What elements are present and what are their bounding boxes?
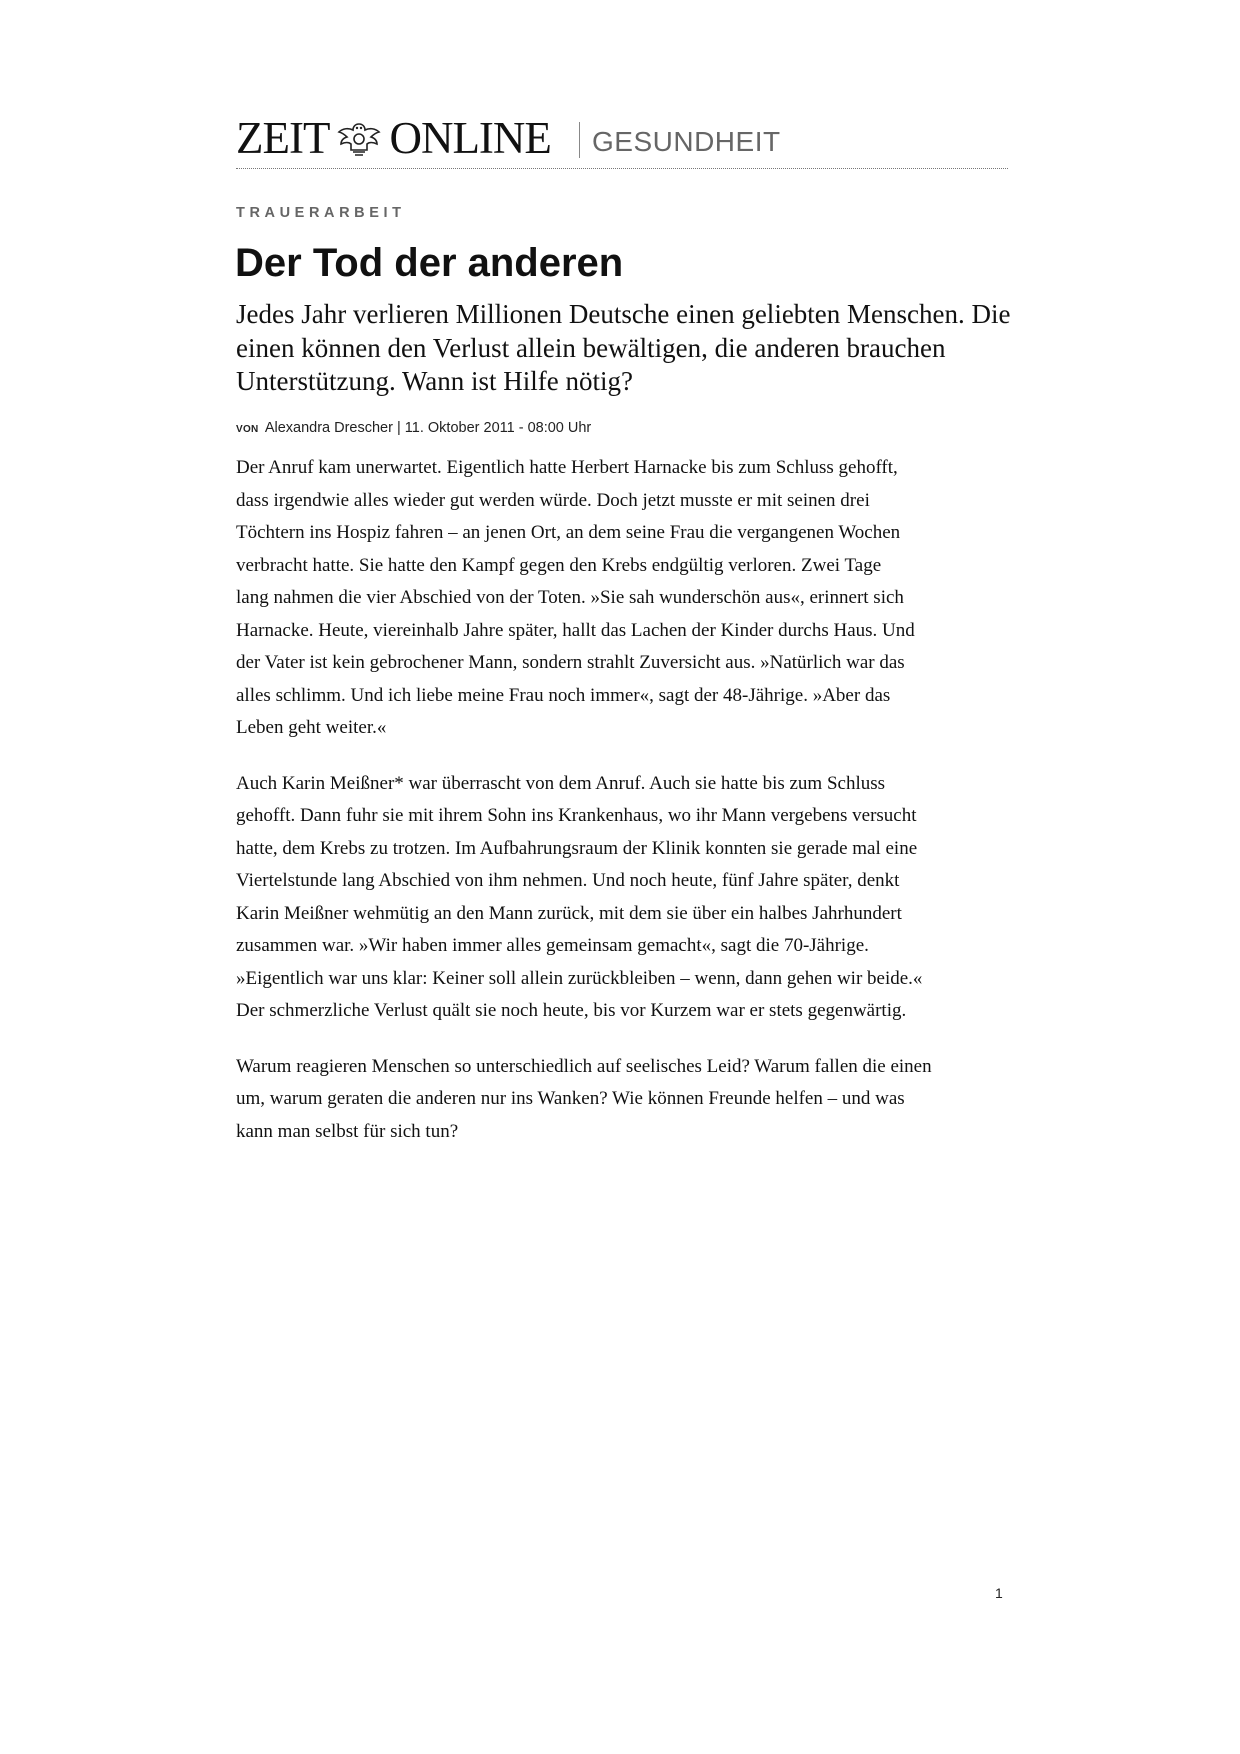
text-line: Warum reagieren Menschen so unterschiedlich auf seelisches Leid? Warum fallen die einen	[236, 1055, 932, 1077]
masthead	[236, 112, 1008, 169]
text-line: kann man selbst für sich tun?	[236, 1120, 459, 1142]
text-line: Viertelstunde lang Abschied von ihm nehmen. Und noch heute, fünf Jahre später, denkt	[236, 870, 900, 891]
text-line: Auch Karin Meißner* war überrascht von dem Anruf. Auch sie hatte bis zum Schluss	[236, 772, 886, 794]
text-line: um, warum geraten die anderen nur ins Wanken? Wie können Freunde helfen – und was	[236, 1088, 905, 1109]
article-byline	[236, 420, 591, 436]
article-lead: Jedes Jahr verlieren Millionen Deutsche einen geliebten Menschen. Die einen können den Verlust allein bewältigen, die anderen brauchen Unterstützung. Wann ist Hilfe nötig?	[236, 299, 1011, 396]
byline-prefix: VON	[236, 424, 259, 435]
byline-date: | 11. Oktober 2011 - 08:00 Uhr	[397, 420, 592, 436]
text-line: Der Anruf kam unerwartet. Eigentlich hatte Herbert Harnacke bis zum Schluss gehofft,	[236, 457, 898, 478]
logo-divider	[579, 122, 580, 158]
text-line: Töchtern ins Hospiz fahren – an jenen Ort, an dem seine Frau die vergangenen Wochen	[236, 522, 901, 543]
zeit-online-logo[interactable]	[236, 113, 551, 163]
byline-author: Alexandra Drescher	[264, 420, 393, 436]
article-paragraph	[236, 1051, 1012, 1149]
page-number: 1	[995, 1585, 1003, 1601]
article-paragraph	[236, 768, 1012, 1028]
text-line: »Eigentlich war uns klar: Keiner soll allein zurückbleiben – wenn, dann gehen wir beide.«	[236, 967, 923, 989]
text-line: Harnacke. Heute, viereinhalb Jahre später, hallt das Lachen der Kinder durchs Haus. Und	[236, 619, 915, 641]
text-line: Karin Meißner wehmütig an den Mann zurück, mit dem sie über ein halbes Jahrhundert	[236, 902, 902, 924]
text-line: verbracht hatte. Sie hatte den Kampf gegen den Krebs endgültig verloren. Zwei Tage	[236, 554, 882, 576]
article-paragraph	[236, 452, 1012, 745]
logo-text-zeit: ZEIT	[236, 113, 330, 163]
text-line: Leben geht weiter.«	[236, 717, 387, 738]
text-line: der Vater ist kein gebrochener Mann, sondern strahlt Zuversicht aus. »Natürlich war das	[236, 652, 905, 673]
text-line: Der schmerzliche Verlust quält sie noch heute, bis vor Kurzem war er stets gegenwärtig.	[236, 1000, 907, 1021]
article-title: Der Tod der anderen	[235, 241, 624, 285]
article-kicker: TRAUERARBEIT	[236, 205, 406, 221]
text-line: alles schlimm. Und ich liebe meine Frau noch immer«, sagt der 48-Jährige. »Aber das	[236, 684, 891, 706]
eagle-crest-icon	[335, 118, 383, 158]
logo-text-online: ONLINE	[389, 113, 551, 163]
text-line: zusammen war. »Wir haben immer alles gemeinsam gemacht«, sagt die 70-Jährige.	[236, 935, 869, 956]
section-name[interactable]: GESUNDHEIT	[592, 126, 781, 157]
text-line: dass irgendwie alles wieder gut werden würde. Doch jetzt musste er mit seinen drei	[236, 489, 870, 511]
text-line: gehofft. Dann fuhr sie mit ihrem Sohn ins Krankenhaus, wo ihr Mann vergebens versucht	[236, 805, 917, 826]
article-body	[236, 452, 1012, 1171]
text-line: hatte, dem Krebs zu trotzen. Im Aufbahrungsraum der Klinik konnten sie gerade mal eine	[236, 837, 918, 859]
text-line: lang nahmen die vier Abschied von der Toten. »Sie sah wunderschön aus«, erinnert sich	[236, 587, 904, 608]
